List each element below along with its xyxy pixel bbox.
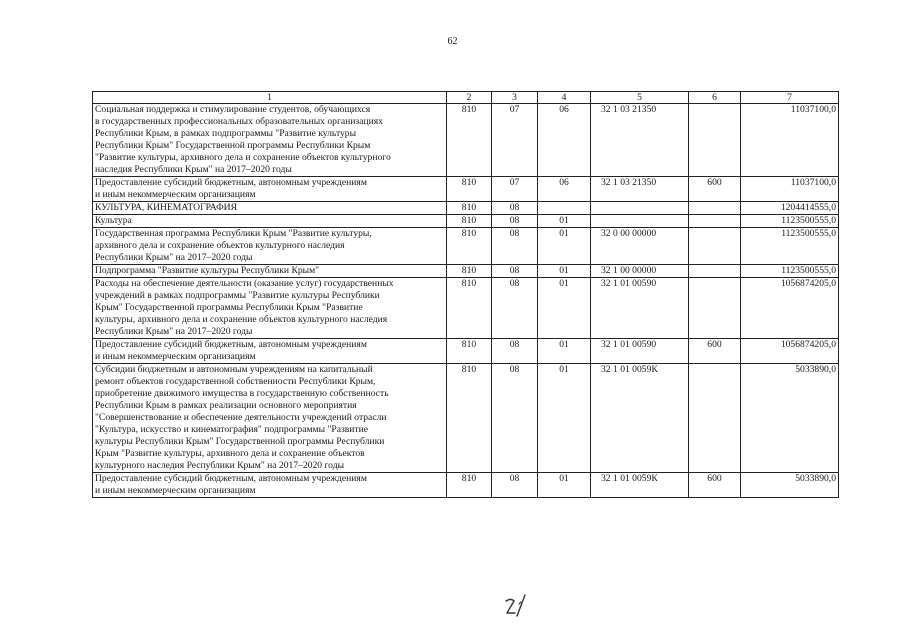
section-code: 07: [492, 104, 538, 177]
row-name: Предоставление субсидий бюджетным, автономным учреждениям и иным некоммерческим организациям: [93, 177, 447, 202]
column-header: 2: [447, 92, 492, 104]
row-name: Расходы на обеспечение деятельности (оказание услуг) государственных учреждений в рамках подпрограммы "Развитие культуры Республики Крым" Государственной программы Республики Крым "Развитие культуры, архивного дела и сохранение объектов культурного наследия Республики Крым" на 2017–2020 годы: [93, 278, 447, 339]
section-code: 08: [492, 265, 538, 278]
row-name: Культура: [93, 215, 447, 228]
column-header: 3: [492, 92, 538, 104]
ministry-code: 810: [447, 104, 492, 177]
row-name: Предоставление субсидий бюджетным, автономным учреждениям и иным некоммерческим организациям: [93, 339, 447, 364]
expense-type-code: [689, 104, 741, 177]
expense-type-code: [689, 265, 741, 278]
subsection-code: 06: [538, 104, 591, 177]
expense-type-code: [689, 215, 741, 228]
ministry-code: 810: [447, 473, 492, 498]
expense-type-code: [689, 364, 741, 473]
amount: 1204414555,0: [741, 202, 839, 215]
amount: 1123500555,0: [741, 265, 839, 278]
target-article-code: 32 1 00 00000: [591, 265, 689, 278]
section-code: 08: [492, 215, 538, 228]
section-code: 08: [492, 339, 538, 364]
subsection-code: 01: [538, 364, 591, 473]
column-header: 1: [93, 92, 447, 104]
amount: 11037100,0: [741, 104, 839, 177]
row-name: КУЛЬТУРА, КИНЕМАТОГРАФИЯ: [93, 202, 447, 215]
table-row: [93, 265, 839, 278]
target-article-code: 32 1 03 21350: [591, 177, 689, 202]
table-row: [93, 339, 839, 364]
column-header: 4: [538, 92, 591, 104]
amount: 5033890,0: [741, 364, 839, 473]
column-header: 5: [591, 92, 689, 104]
target-article-code: 32 1 01 00590: [591, 278, 689, 339]
target-article-code: [591, 202, 689, 215]
ministry-code: 810: [447, 228, 492, 265]
expense-type-code: [689, 202, 741, 215]
ministry-code: 810: [447, 278, 492, 339]
table-row: [93, 228, 839, 265]
subsection-code: 01: [538, 228, 591, 265]
expense-type-code: 600: [689, 177, 741, 202]
expense-type-code: [689, 228, 741, 265]
target-article-code: 32 1 01 0059К: [591, 364, 689, 473]
target-article-code: 32 1 03 21350: [591, 104, 689, 177]
budget-table: [92, 91, 839, 498]
amount: 1056874205,0: [741, 339, 839, 364]
header-row: [93, 92, 839, 104]
column-header: 7: [741, 92, 839, 104]
amount: 5033890,0: [741, 473, 839, 498]
ministry-code: 810: [447, 215, 492, 228]
target-article-code: 32 1 01 0059К: [591, 473, 689, 498]
table-row: [93, 473, 839, 498]
section-code: 08: [492, 473, 538, 498]
page-number: 62: [447, 36, 458, 47]
handwritten-signature: [503, 592, 531, 618]
row-name: Подпрограмма "Развитие культуры Республики Крым": [93, 265, 447, 278]
column-header: 6: [689, 92, 741, 104]
section-code: 08: [492, 228, 538, 265]
table-row: [93, 202, 839, 215]
subsection-code: 01: [538, 215, 591, 228]
target-article-code: 32 0 00 00000: [591, 228, 689, 265]
section-code: 08: [492, 364, 538, 473]
subsection-code: 01: [538, 278, 591, 339]
section-code: 08: [492, 202, 538, 215]
target-article-code: [591, 215, 689, 228]
expense-type-code: 600: [689, 473, 741, 498]
subsection-code: 06: [538, 177, 591, 202]
row-name: Государственная программа Республики Крым "Развитие культуры, архивного дела и сохранение объектов культурного наследия Республики Крым" на 2017–2020 годы: [93, 228, 447, 265]
expense-type-code: [689, 278, 741, 339]
ministry-code: 810: [447, 339, 492, 364]
ministry-code: 810: [447, 177, 492, 202]
subsection-code: 01: [538, 265, 591, 278]
table-row: [93, 278, 839, 339]
amount: 1123500555,0: [741, 228, 839, 265]
expense-type-code: 600: [689, 339, 741, 364]
subsection-code: 01: [538, 339, 591, 364]
table-row: [93, 364, 839, 473]
subsection-code: 01: [538, 473, 591, 498]
section-code: 07: [492, 177, 538, 202]
ministry-code: 810: [447, 364, 492, 473]
subsection-code: [538, 202, 591, 215]
row-name: Предоставление субсидий бюджетным, автономным учреждениям и иным некоммерческим организациям: [93, 473, 447, 498]
ministry-code: 810: [447, 202, 492, 215]
table-row: [93, 104, 839, 177]
amount: 1123500555,0: [741, 215, 839, 228]
table-row: [93, 215, 839, 228]
target-article-code: 32 1 01 00590: [591, 339, 689, 364]
amount: 1056874205,0: [741, 278, 839, 339]
ministry-code: 810: [447, 265, 492, 278]
table-row: [93, 177, 839, 202]
row-name: Субсидии бюджетным и автономным учреждениям на капитальный ремонт объектов государственной собственности Республики Крым, приобретение движимого имущества в государственную собственность Республики Крым в рамках реализации основного мероприятия "Совершенствование и обеспечение деятельности учреждений отрасли "Культура, искусство и кинематография" подпрограммы "Развитие культуры Республики Крым" Государственной программы Республики Крым "Развитие культуры, архивного дела и сохранение объектов культурного наследия Республики Крым" на 2017–2020 годы: [93, 364, 447, 473]
row-name: Социальная поддержка и стимулирование студентов, обучающихся в государственных профессиональных образовательных организациях Республики Крым, в рамках подпрограммы "Развитие культуры Республики Крым" Государственной программы Республики Крым "Развитие культуры, архивного дела и сохранение объектов культурного наследия Республики Крым" на 2017–2020 годы: [93, 104, 447, 177]
section-code: 08: [492, 278, 538, 339]
amount: 11037100,0: [741, 177, 839, 202]
